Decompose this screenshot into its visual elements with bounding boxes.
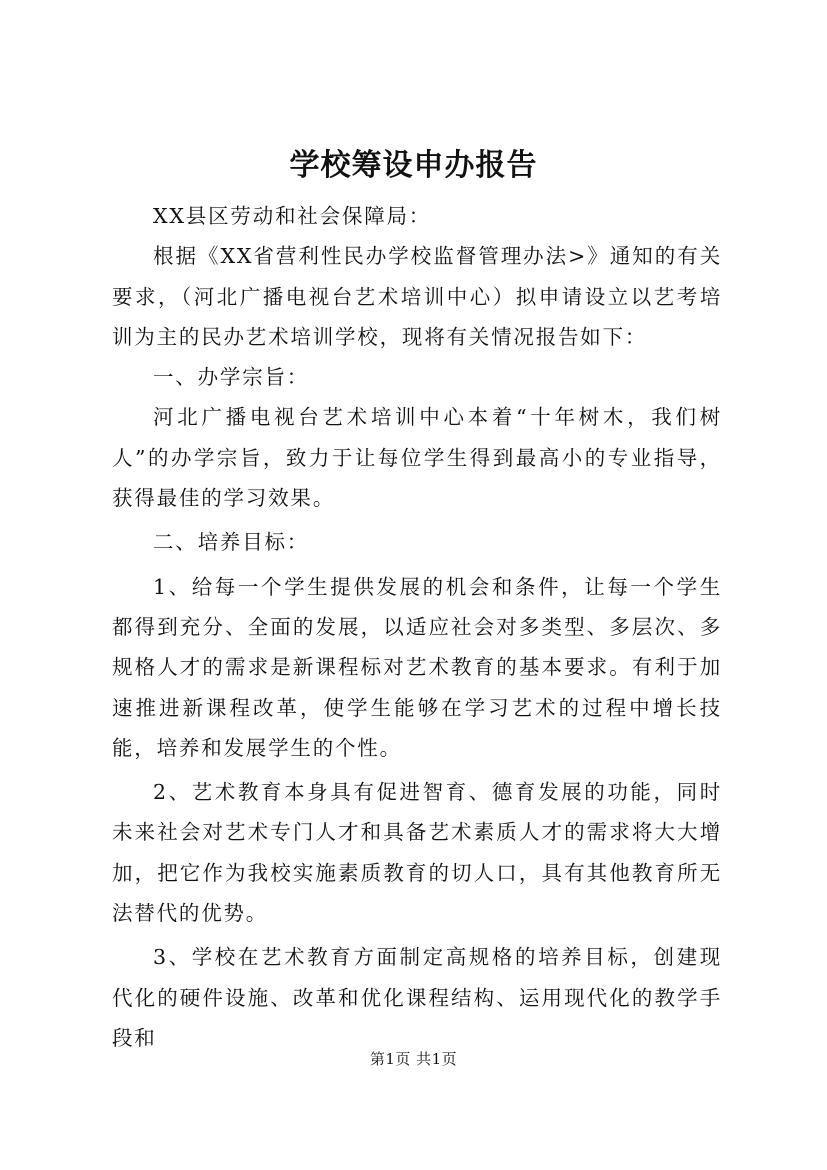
heading-purpose: 一、办学宗旨： bbox=[153, 365, 310, 390]
page-number-footer: 第1页 共1页 bbox=[369, 1050, 458, 1068]
paragraph-addressee: XX县区劳动和社会保障局： bbox=[153, 204, 432, 228]
document-body bbox=[112, 196, 722, 1058]
paragraph-goal-1: 1、给每一个学生提供发展的机会和条件，让每一个学生都得到充分、全面的发展，以适应社会对多类型、多层次、多规格人才的需求是新课程标对艺术教育的基本要求。有利于加速推进新课程改革，使学生能够在学习艺术的过程中增长技能，培养和发展学生的个性。 bbox=[112, 574, 722, 760]
document-title: 学校筹设申办报告 bbox=[289, 148, 538, 183]
paragraph-intro: 根据《XX省营利性民办学校监督管理办法>》通知的有关要求，（河北广播电视台艺术培训中心）拟申请设立以艺考培训为主的民办艺术培训学校，现将有关情况报告如下： bbox=[112, 244, 722, 349]
paragraph-goal-2: 2、艺术教育本身具有促进智育、德育发展的功能，同时未来社会对艺术专门人才和具备艺术素质人才的需求将大大增加，把它作为我校实施素质教育的切人口，具有其他教育所无法替代的优势。 bbox=[112, 780, 722, 926]
paragraph-purpose: 河北广播电视台艺术培训中心本着“十年树木，我们树人”的办学宗旨，致力于让每位学生得到最高小的专业指导，获得最佳的学习效果。 bbox=[112, 405, 722, 511]
heading-goals: 二、培养目标： bbox=[153, 530, 310, 555]
paragraph-goal-3: 3、学校在艺术教育方面制定高规格的培养目标，创建现代化的硬件设施、改革和优化课程结构、运用现代化的教学手段和 bbox=[112, 945, 722, 1050]
